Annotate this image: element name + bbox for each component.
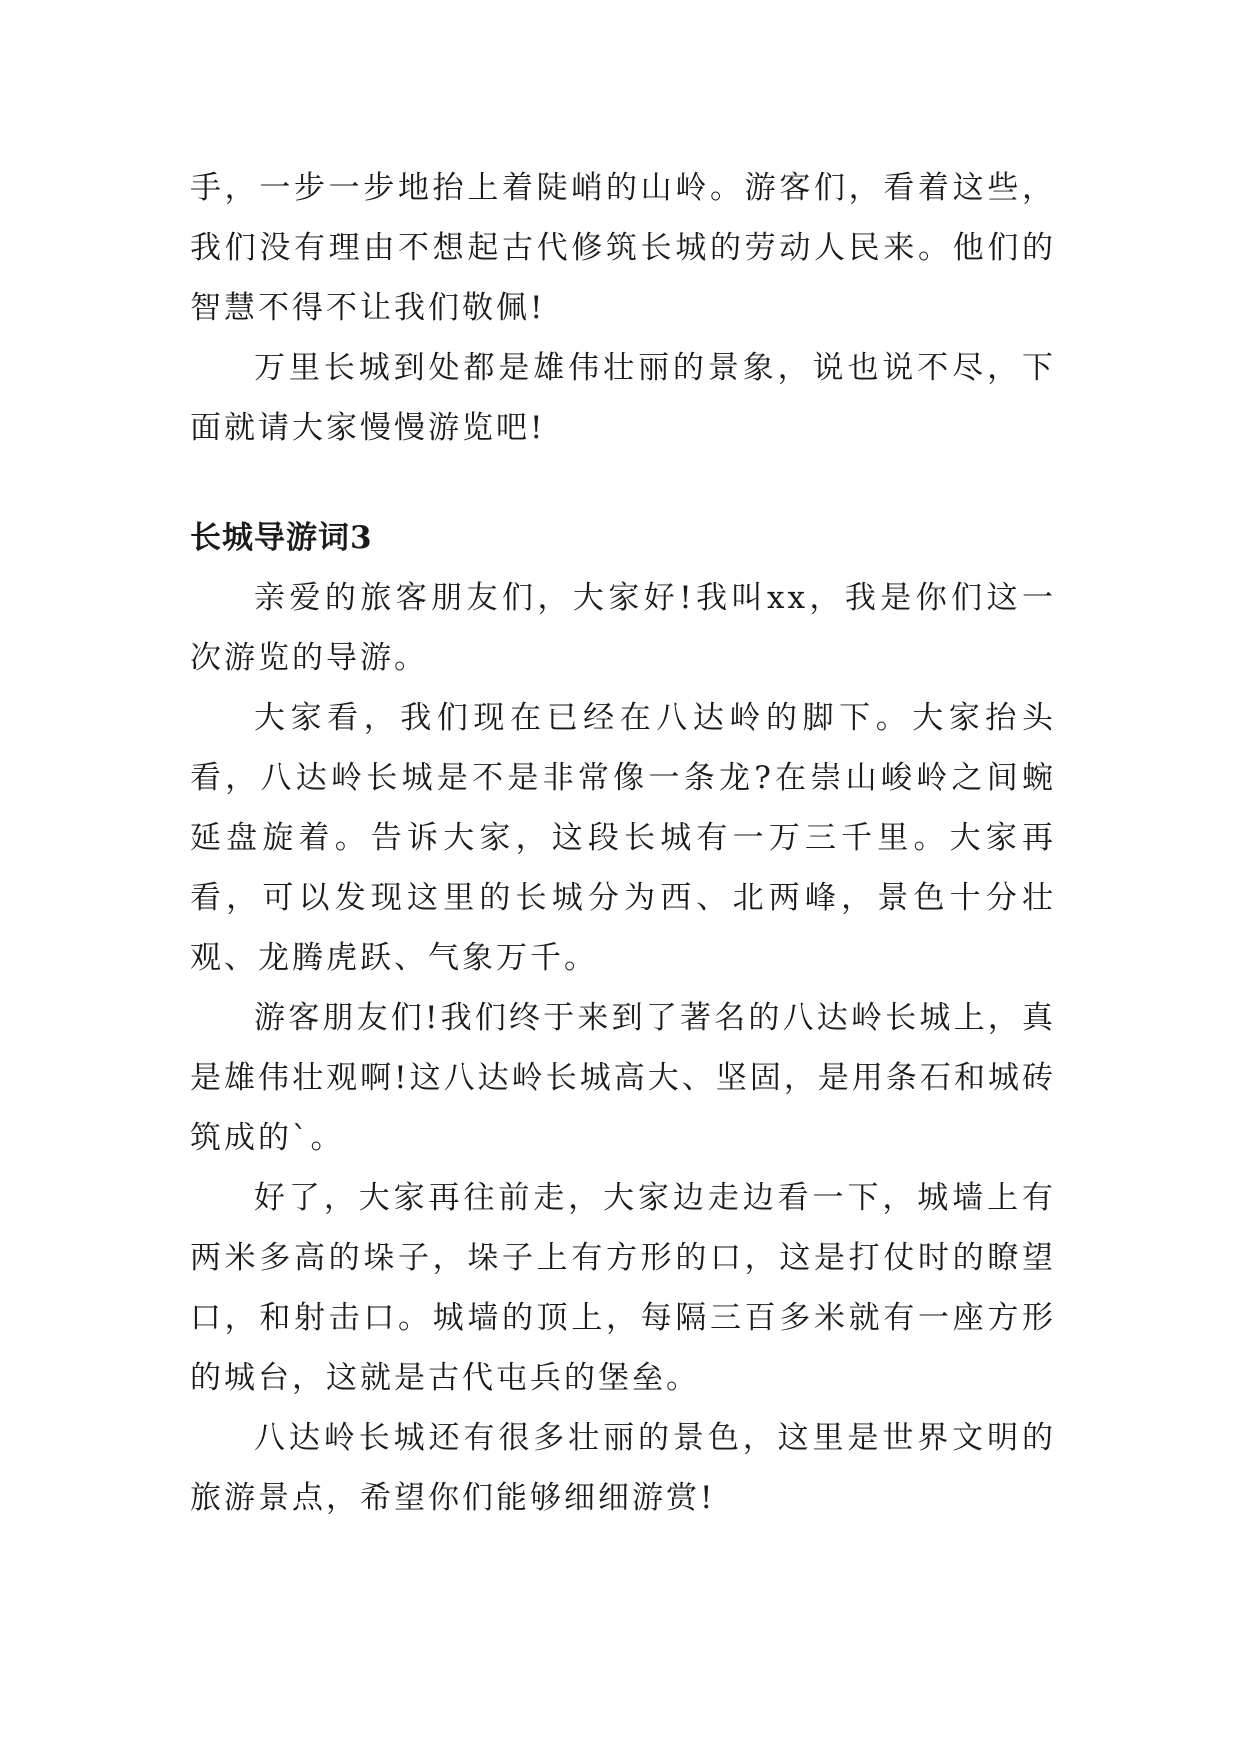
text-column — [190, 158, 1056, 1528]
paragraph: 好了，大家再往前走，大家边走边看一下，城墙上有两米多高的垛子，垛子上有方形的口，这是打仗时的瞭望口，和射击口。城墙的顶上，每隔三百多米就有一座方形的城台，这就是古代屯兵的堡垒。 — [190, 1180, 1056, 1396]
paragraph: 八达岭长城还有很多壮丽的景色，这里是世界文明的旅游景点，希望你们能够细细游赏! — [190, 1420, 1056, 1516]
paragraph: 亲爱的旅客朋友们，大家好!我叫xx，我是你们这一次游览的导游。 — [190, 580, 1056, 676]
paragraph: 游客朋友们!我们终于来到了著名的八达岭长城上，真是雄伟壮观啊!这八达岭长城高大、坚固，是用条石和城砖筑成的`。 — [190, 1000, 1056, 1156]
continued-paragraph: 手，一步一步地抬上着陡峭的山岭。游客们，看着这些，我们没有理由不想起古代修筑长城的劳动人民来。他们的智慧不得不让我们敬佩! — [190, 170, 1056, 326]
paragraph: 大家看，我们现在已经在八达岭的脚下。大家抬头看，八达岭长城是不是非常像一条龙?在崇山峻岭之间蜿延盘旋着。告诉大家，这段长城有一万三千里。大家再看，可以发现这里的长城分为西、北两峰，景色十分壮观、龙腾虎跃、气象万千。 — [190, 700, 1056, 976]
section-title: 长城导游词3 — [190, 520, 373, 556]
section-spacer — [190, 458, 1056, 508]
paragraph: 万里长城到处都是雄伟壮丽的景象，说也说不尽，下面就请大家慢慢游览吧! — [190, 350, 1056, 446]
